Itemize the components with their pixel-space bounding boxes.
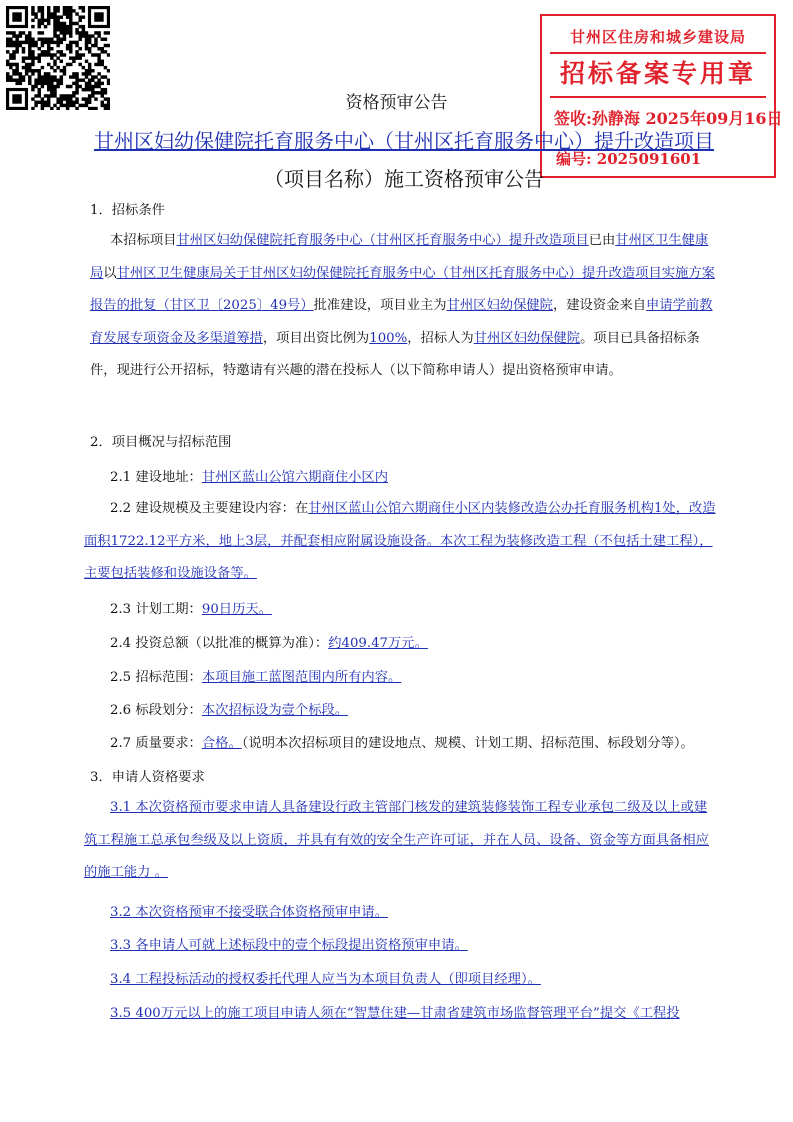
text: ，建设资金来自 [552, 298, 647, 313]
doc-title-rest: （项目名称）施工资格预审公告 [264, 167, 544, 191]
text: 。项目已具备招标条件，现进行公开招标，特邀请有兴趣的潜在投标人（以下简称申请人）提出资格预审申请。 [90, 330, 700, 378]
section-1-body [90, 225, 715, 388]
text: 已由 [588, 233, 616, 248]
text: 以 [103, 265, 117, 281]
label: 2.7 质量要求： [110, 736, 202, 751]
item-2-7 [110, 732, 694, 751]
stamp-title: 招标备案专用章 [559, 59, 756, 88]
item-3-5 [110, 1002, 680, 1021]
investment-link[interactable]: 约409.47万元。 [328, 636, 428, 651]
owner-link[interactable]: 甘州区妇幼保健院 [446, 298, 553, 313]
doc-title [84, 122, 724, 198]
scope-link[interactable]: 甘州区蓝山公馆六期商住小区内装修改造公办托育服务机构1处，改造面积1722.12平方米，地上3层，并配套相应附属设施设备。本次工程为装修改造工程（不包括土建工程），主要包括装修和设施设备等。 [84, 501, 716, 581]
text: ，项目出资比例为 [262, 330, 370, 346]
label: 2.6 标段划分： [110, 703, 202, 718]
consortium-link[interactable]: 3.2 本次资格预审不接受联合体资格预审申请。 [110, 905, 389, 920]
tender-scope-link[interactable]: 本项目施工蓝图范围内所有内容。 [201, 670, 402, 685]
stamp-sign: 签收:孙静海 2025年09月16日 [554, 109, 783, 128]
stamp-org: 甘州区住房和城乡建设局 [569, 28, 746, 46]
item-3-3 [110, 934, 468, 953]
item-2-3 [110, 598, 272, 617]
item-2-1 [110, 466, 388, 485]
qualification-link[interactable]: 3.1 本次资格预市要求申请人具备建设行政主管部门核发的建筑装修装饰工程专业承包二级及以上或建筑工程施工总承包叁级及以上资质，并具有有效的安全生产许可证，并在人员、设备、资金等方面具备相应的施工能力 。 [84, 800, 709, 880]
item-2-6 [110, 699, 348, 718]
lot-link[interactable]: 本次招标设为壹个标段。 [201, 703, 349, 718]
section-3-heading: 3．申请人资格要求 [90, 770, 205, 785]
fund-source-link[interactable]: 申请学前教育发展专项资金及多渠道筹措 [90, 298, 713, 346]
label: 2.4 投资总额（以批准的概算为准）： [110, 636, 329, 651]
text: 批准建设，项目业主为 [313, 298, 447, 313]
lot-apply-link[interactable]: 3.3 各申请人可就上述标段中的壹个标段提出资格预审申请。 [110, 938, 468, 953]
project-link[interactable]: 甘州区妇幼保健院托育服务中心（甘州区托育服务中心）提升改造项目 [176, 233, 589, 248]
label: 2.1 建设地址： [110, 470, 202, 485]
address-link[interactable]: 甘州区蓝山公馆六期商住小区内 [201, 470, 389, 485]
duration-link[interactable]: 90日历天。 [201, 602, 272, 617]
text: ，招标人为 [407, 330, 474, 346]
label: 2.3 计划工期： [110, 602, 202, 617]
quality-link[interactable]: 合格。 [201, 736, 242, 751]
item-3-4 [110, 968, 541, 987]
label: 2.5 招标范围： [110, 670, 202, 685]
platform-link[interactable]: 3.5 400万元以上的施工项目申请人须在“智慧住建—甘肃省建筑市场监督管理平台”提交《工程投 [110, 1006, 680, 1021]
note: （说明本次招标项目的建设地点、规模、计划工期、招标范围、标段划分等）。 [241, 736, 694, 751]
item-2-4 [110, 632, 428, 651]
item-3-2 [110, 901, 388, 920]
fund-ratio-link[interactable]: 100% [369, 330, 408, 346]
project-name-link[interactable]: 甘州区妇幼保健院托育服务中心（甘州区托育服务中心）提升改造项目 [94, 129, 714, 153]
tenderer-link[interactable]: 甘州区妇幼保健院 [473, 330, 581, 346]
section-1-heading: 1．招标条件 [90, 203, 165, 218]
doc-title-small: 资格预审公告 [345, 93, 448, 113]
section-2-heading: 2．项目概况与招标范围 [90, 435, 232, 450]
text: 本招标项目 [110, 233, 177, 248]
approver-link[interactable]: 甘州区卫生健康局 [90, 233, 709, 281]
item-2-5 [110, 666, 401, 685]
item-2-2 [84, 493, 716, 591]
agent-link[interactable]: 3.4 工程投标活动的授权委托代理人应当为本项目负责人（即项目经理）。 [110, 972, 541, 987]
label: 2.2 建设规模及主要建设内容：在 [110, 501, 309, 516]
item-3-1 [84, 792, 716, 890]
stamp-number: 编号: 2025091601 [556, 150, 702, 168]
approval-doc-link[interactable]: 甘州区卫生健康局关于甘州区妇幼保健院托育服务中心（甘州区托育服务中心）提升改造项目实施方案报告的批复（甘区卫〔2025〕49号） [90, 265, 715, 313]
